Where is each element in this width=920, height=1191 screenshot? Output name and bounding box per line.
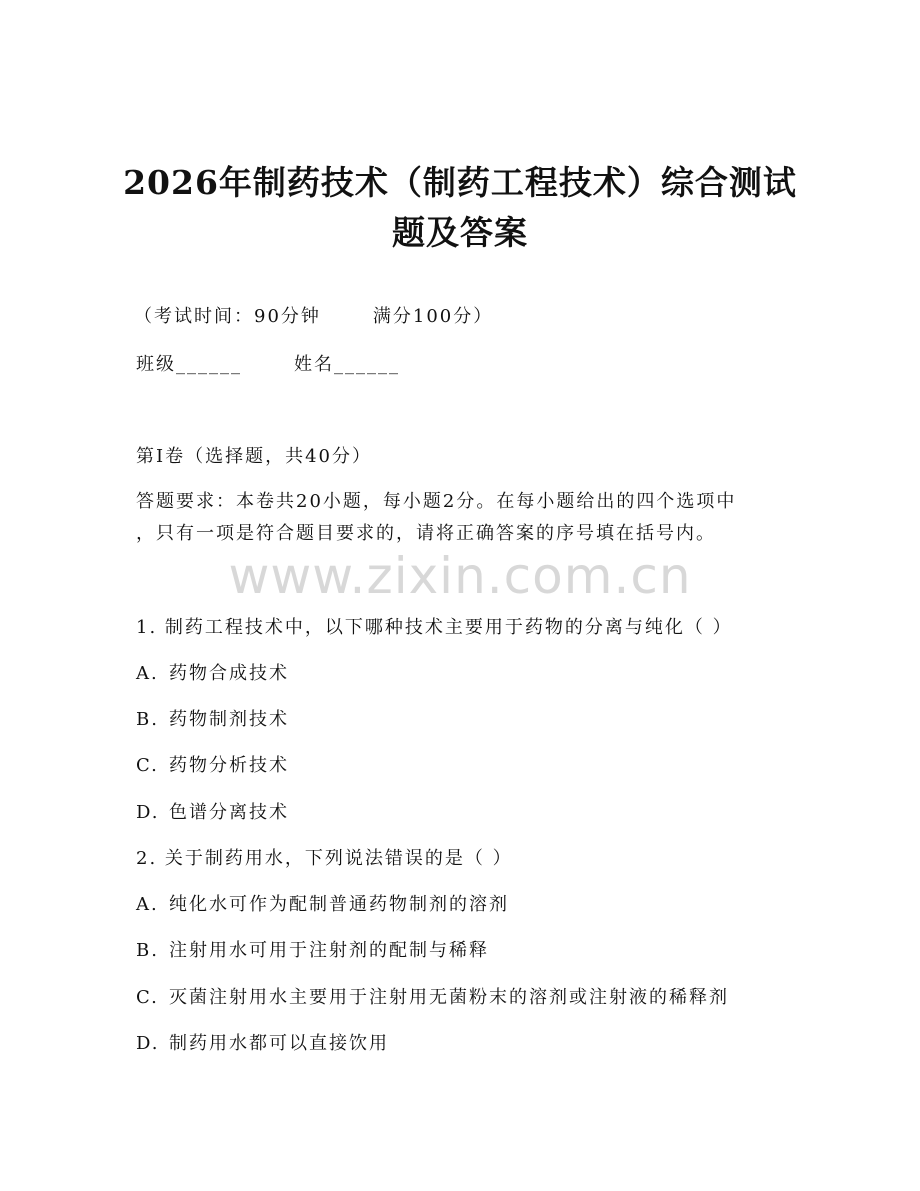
option-letter: B. [136,709,159,730]
option-letter: A. [136,663,159,684]
class-field-label: 班级______ [136,354,242,375]
question-1-option-a [136,659,289,685]
option-letter: C. [136,987,159,1008]
section-instructions-line1: 答题要求：本卷共20小题，每小题2分。在每小题给出的四个选项中 [136,491,737,512]
watermark: www.zixin.com.cn [228,547,692,605]
exam-info [134,302,493,328]
question-1-option-d [136,798,289,824]
question-1-option-b [136,705,289,731]
option-text: 药物合成技术 [169,663,289,684]
name-field-label: 姓名______ [294,354,400,375]
question-1-option-c [136,751,289,777]
option-letter: A. [136,894,159,915]
question-2-option-a [136,890,509,916]
question-2-option-d [136,1029,389,1055]
option-letter: D. [136,1033,160,1054]
exam-score: 满分100分） [372,306,494,327]
option-text: 纯化水可作为配制普通药物制剂的溶剂 [169,894,509,915]
option-letter: D. [136,802,160,823]
option-letter: C. [136,755,159,776]
option-text: 色谱分离技术 [169,802,289,823]
option-text: 药物分析技术 [169,755,289,776]
option-letter: B. [136,940,159,961]
student-fields [136,350,400,376]
section-instructions-line2: ，只有一项是符合题目要求的，请将正确答案的序号填在括号内。 [136,523,716,544]
document-title-line2: 题及答案 [392,213,528,252]
exam-time: （考试时间：90分钟 [134,306,321,327]
section-heading: 第I卷（选择题，共40分） [136,446,373,467]
question-2-option-c [136,983,729,1009]
question-2-option-b [136,936,489,962]
option-text: 灭菌注射用水主要用于注射用无菌粉末的溶剂或注射液的稀释剂 [169,987,729,1008]
option-text: 制药用水都可以直接饮用 [169,1033,389,1054]
option-text: 药物制剂技术 [169,709,289,730]
question-2-stem: 2. 关于制药用水，下列说法错误的是（ ） [136,848,513,869]
option-text: 注射用水可用于注射剂的配制与稀释 [169,940,489,961]
document-title-line1: 2026年制药技术（制药工程技术）综合测试 [123,163,797,202]
question-1-stem: 1. 制药工程技术中，以下哪种技术主要用于药物的分离与纯化（ ） [136,617,733,638]
